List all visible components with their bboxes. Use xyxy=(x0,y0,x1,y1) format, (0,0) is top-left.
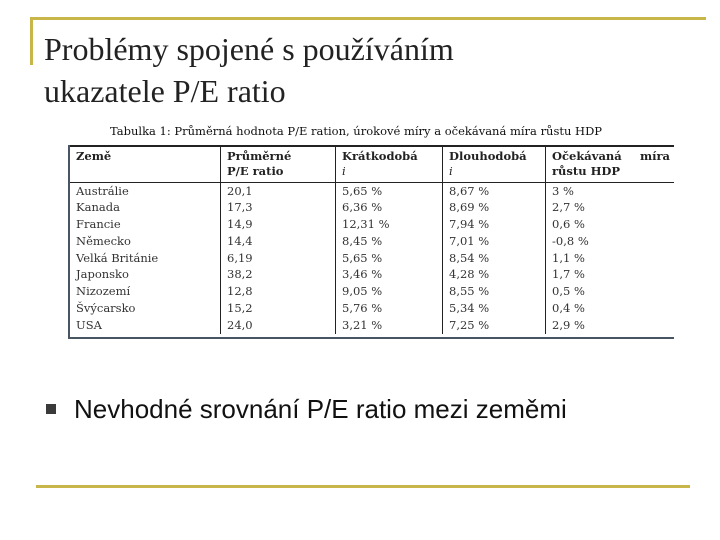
cell-growth: 2,7 % xyxy=(546,199,675,216)
table-row xyxy=(70,317,674,334)
cell-long: 8,69 % xyxy=(443,199,546,216)
cell-short: 9,05 % xyxy=(336,283,443,300)
table-row xyxy=(70,300,674,317)
cell-long: 8,67 % xyxy=(443,182,546,199)
cell-long: 4,28 % xyxy=(443,266,546,283)
cell-long: 5,34 % xyxy=(443,300,546,317)
header-short-term-rate: Krátkodobá i xyxy=(336,146,443,182)
cell-long: 8,55 % xyxy=(443,283,546,300)
cell-short: 5,76 % xyxy=(336,300,443,317)
cell-growth: 3 % xyxy=(546,182,675,199)
left-border-line xyxy=(30,17,33,65)
cell-country: Kanada xyxy=(76,200,120,215)
cell-pe: 12,8 xyxy=(221,283,336,300)
header-country: Země xyxy=(70,146,221,182)
cell-country: Francie xyxy=(76,217,121,232)
cell-short: 8,45 % xyxy=(336,233,443,250)
cell-short: 5,65 % xyxy=(336,182,443,199)
cell-growth: 0,6 % xyxy=(546,216,675,233)
cell-country: USA xyxy=(76,317,102,332)
pe-ratio-table xyxy=(70,145,674,334)
cell-long: 7,01 % xyxy=(443,233,546,250)
cell-growth: 2,9 % xyxy=(546,317,675,334)
slide-title xyxy=(44,28,684,112)
table-row xyxy=(70,199,674,216)
table-caption: Tabulka 1: Průměrná hodnota P/E ration, úrokové míry a očekávaná míra růstu HDP xyxy=(110,124,603,138)
square-bullet-icon xyxy=(46,404,56,414)
cell-growth: 1,7 % xyxy=(546,266,675,283)
cell-long: 7,25 % xyxy=(443,317,546,334)
cell-pe: 38,2 xyxy=(221,266,336,283)
cell-growth: 0,5 % xyxy=(546,283,675,300)
bullet-item xyxy=(46,392,686,428)
cell-country: Japonsko xyxy=(76,267,129,282)
title-line-1: Problémy spojené s používáním xyxy=(44,31,454,67)
cell-country: Austrálie xyxy=(76,183,129,198)
cell-pe: 20,1 xyxy=(221,182,336,199)
cell-short: 3,21 % xyxy=(336,317,443,334)
cell-pe: 14,9 xyxy=(221,216,336,233)
data-table-container xyxy=(68,145,674,339)
cell-long: 8,54 % xyxy=(443,250,546,267)
cell-country: Nizozemí xyxy=(76,284,131,299)
top-border-line xyxy=(30,17,706,20)
table-row xyxy=(70,216,674,233)
header-pe-ratio: Průměrné P/E ratio xyxy=(221,146,336,182)
cell-growth: -0,8 % xyxy=(546,233,675,250)
cell-pe: 14,4 xyxy=(221,233,336,250)
cell-short: 12,31 % xyxy=(336,216,443,233)
cell-pe: 15,2 xyxy=(221,300,336,317)
table-row xyxy=(70,283,674,300)
table-header-row xyxy=(70,146,674,182)
table-row xyxy=(70,266,674,283)
cell-country: Velká Británie xyxy=(76,250,159,265)
table-row xyxy=(70,182,674,199)
cell-country: Švýcarsko xyxy=(76,301,136,316)
cell-country: Německo xyxy=(76,233,131,248)
cell-long: 7,94 % xyxy=(443,216,546,233)
cell-short: 5,65 % xyxy=(336,250,443,267)
cell-short: 6,36 % xyxy=(336,199,443,216)
header-long-term-rate: Dlouhodobá i xyxy=(443,146,546,182)
header-gdp-growth: Očekávaná míra růstu HDP xyxy=(546,146,675,182)
cell-short: 3,46 % xyxy=(336,266,443,283)
title-line-2: ukazatele P/E ratio xyxy=(44,73,286,109)
bottom-border-line xyxy=(36,485,690,488)
cell-pe: 17,3 xyxy=(221,199,336,216)
table-row xyxy=(70,233,674,250)
cell-pe: 24,0 xyxy=(221,317,336,334)
bullet-text: Nevhodné srovnání P/E ratio mezi zeměmi xyxy=(74,394,567,424)
cell-growth: 1,1 % xyxy=(546,250,675,267)
table-row xyxy=(70,250,674,267)
cell-growth: 0,4 % xyxy=(546,300,675,317)
cell-pe: 6,19 xyxy=(221,250,336,267)
